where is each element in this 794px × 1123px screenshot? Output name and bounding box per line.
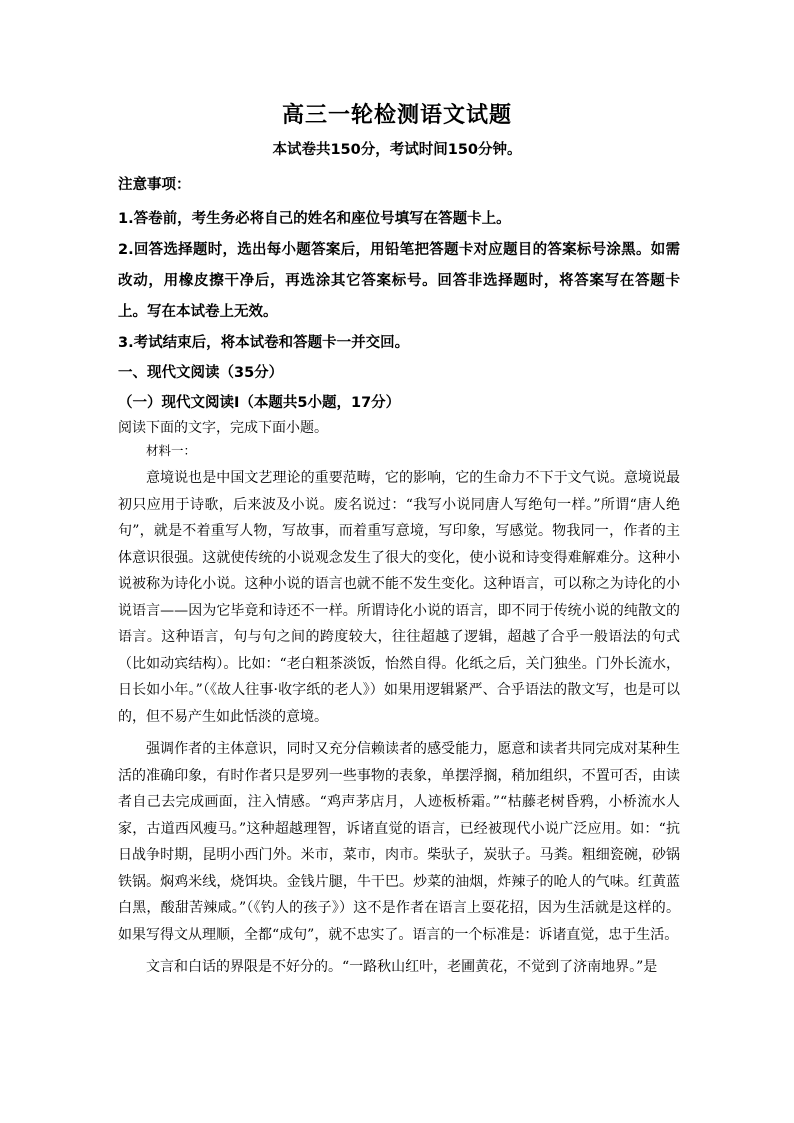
notes-heading: 注意事项： — [118, 177, 191, 193]
note-item-3: 3.考试结束后，将本试卷和答题卡一并交回。 — [118, 335, 410, 351]
section-header — [118, 358, 680, 418]
material-label: 材料一： — [146, 443, 197, 458]
reading-instruction: 阅读下面的文字，完成下面小题。 — [118, 420, 328, 436]
note-item-1: 1.答卷前，考生务必将自己的姓名和座位号填写在答题卡上。 — [118, 211, 511, 227]
notes-block — [118, 170, 680, 359]
passage-paragraph: 强调作者的主体意识，同时又充分信赖读者的感受能力，愿意和读者共同完成对某种生活的准确印象，有时作者只是罗列一些事物的表象，单摆浮搁，稍加组织，不置可否，由读者自己去完成画面，注入情感。“鸡声茅店月，人迹板桥霜。”“枯藤老树昏鸦，小桥流水人家，古道西风瘦马。”这种超越理智，诉诸直觉的语言，已经被现代小说广泛应用。如：“抗日战争时期，昆明小西门外。米市，菜市，肉市。柴驮子，炭驮子。马粪。粗细瓷碗，砂锅铁锅。焖鸡米线，烧饵块。金钱片腿，牛干巴。炒菜的油烟，炸辣子的呛人的气味。红黄蓝白黑，酸甜苦辣咸。”（《钓人的孩子》）这不是作者在语言上耍花招，因为生活就是这样的。如果写得文从理顺，全都“成句”，就不忠实了。语言的一个标准是：诉诸直觉，忠于生活。 — [118, 741, 680, 943]
section-subpart-title: （一）现代文阅读Ⅰ（本题共5小题，17分） — [118, 395, 401, 411]
passage-paragraph: 文言和白话的界限是不好分的。“一路秋山红叶，老圃黄花，不觉到了济南地界。”是 — [146, 959, 658, 975]
exam-subtitle: 本试卷共150分，考试时间150分钟。 — [272, 142, 522, 158]
passage-paragraph: 意境说也是中国文艺理论的重要范畴，它的影响，它的生命力不下于文气说。意境说最初只应用于诗歌，后来波及小说。废名说过：“我写小说同唐人写绝句一样。”所谓“唐人绝句”，就是不着重写人物，写故事，而着重写意境，写印象，写感觉。物我同一，作者的主体意识很强。这就使传统的小说观念发生了很大的变化，使小说和诗变得难解难分。这种小说被称为诗化小说。这种小说的语言也就不能不发生变化。这种语言，可以称之为诗化的小说语言——因为它毕竟和诗还不一样。所谓诗化小说的语言，即不同于传统小说的纯散文的语言。这种语言，句与句之间的跨度较大，往往超越了逻辑，超越了合乎一般语法的句式（比如动宾结构）。比如：“老白粗茶淡饭，怡然自得。化纸之后，关门独坐。门外长流水，日长如小年。”（《故人往事·收字纸的老人》）如果用逻辑紧严、合乎语法的散文写，也是可以的，但不易产生如此恬淡的意境。 — [118, 470, 680, 725]
passage-body — [118, 465, 680, 981]
section-part-title: 一、现代文阅读（35分） — [118, 365, 284, 381]
exam-title: 高三一轮检测语文试题 — [281, 102, 512, 128]
note-item-2: 2.回答选择题时，选出每小题答案后，用铅笔把答题卡对应题目的答案标号涂黑。如需改动，用橡皮擦干净后，再选涂其它答案标号。回答非选择题时，将答案写在答题卡上。写在本试卷上无效。 — [118, 242, 680, 320]
